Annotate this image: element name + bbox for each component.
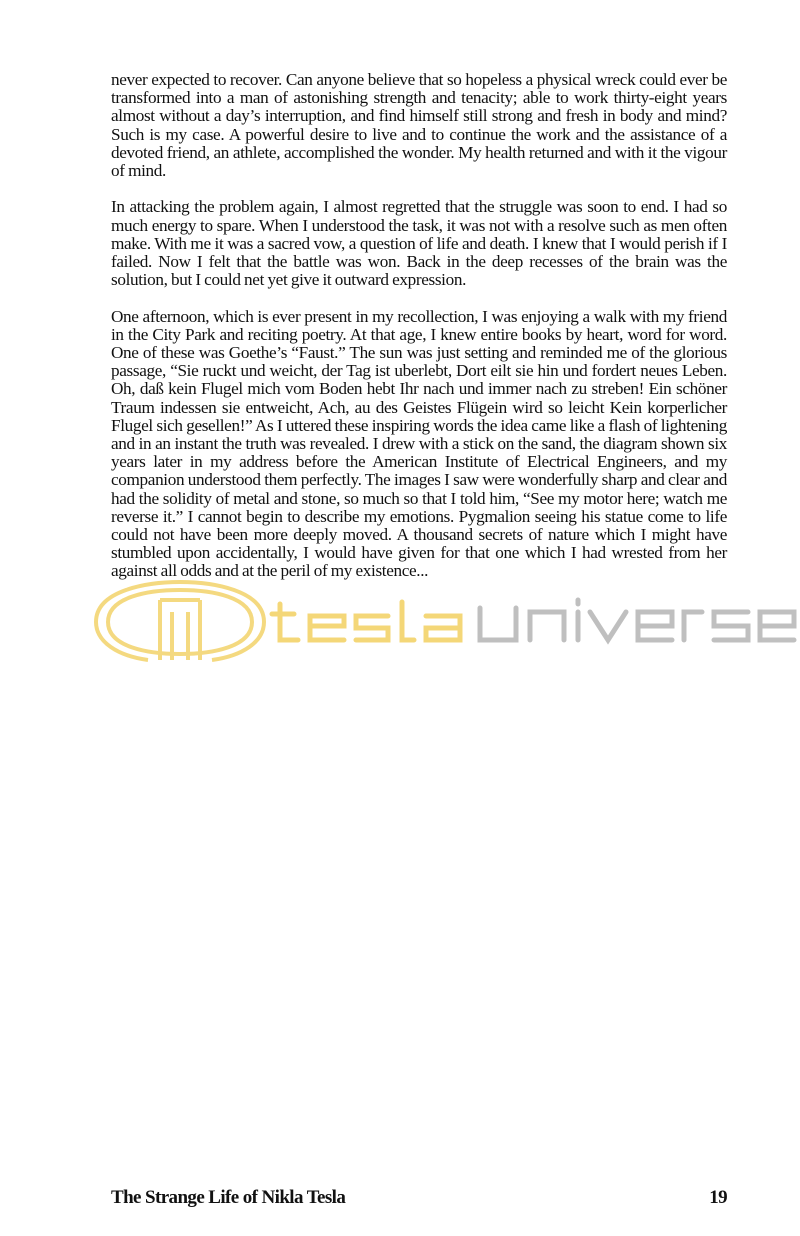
paragraph-2: In attacking the problem again, I almost regretted that the struggle was soon to end. I had so much energy to spare. When I understood the task, it was not with a resolve such as men often make. With me it was a sacred vow, a question of life and death. I knew that I would perish if I failed. Now I felt that the battle was won. Back in the deep recesses of the brain was the solution, but I could net yet give it outward expression.	[111, 197, 727, 290]
page-number: 19	[709, 1187, 727, 1208]
paragraph-3: One afternoon, which is ever present in my recollection, I was enjoying a walk with my friend in the City Park and reciting poetry. At that age, I knew entire books by heart, word for word. One of these was Goethe’s “Faust.” The sun was just setting and reminded me of the glorious passage, “Sie ruckt und weicht, der Tag ist uberlebt, Dort eilt sie hin und fordert neues Leben. Oh, daß kein Flugel mich vom Boden hebt Ihr nach und immer nach zu streben! Ein schöner Traum indessen sie entweicht, Ach, au des Geistes Flügein wird so leicht Kein korperlicher Flugel sich gesellen!” As I uttered these inspiring words the idea came like a flash of lightening and in an instant the truth was revealed. I drew with a stick on the sand, the diagram shown six years later in my address before the American Institute of Electrical Engineers, and my companion understood them perfectly. The images I saw were wonderfully sharp and clear and had the solidity of metal and stone, so much so that I told him, “See my motor here; watch me reverse it.” I cannot begin to describe my emotions. Pygmalion seeing his statue come to life could not have been more deeply moved. A thousand secrets of nature which I might have stumbled upon accidentally, I would have given for that one which I had wrested from her against all odds and at the peril of my existence...	[111, 306, 727, 581]
body-text	[111, 71, 727, 599]
paragraph-1: never expected to recover. Can anyone believe that so hopeless a physical wreck could ever be transformed into a man of astonishing strength and tenacity; able to work thirty-eight years almost without a day’s interruption, and find himself still strong and fresh in body and mind? Such is my case. A powerful desire to live and to continue the work and the assistance of a devoted friend, an athlete, accomplished the wonder. My health returned and with it the vigour of mind.	[111, 70, 727, 181]
page-footer	[111, 1187, 727, 1209]
watermark-word-tesla	[272, 602, 460, 640]
running-title: The Strange Life of Nikla Tesla	[111, 1187, 346, 1208]
watermark-word-universe	[480, 600, 794, 640]
